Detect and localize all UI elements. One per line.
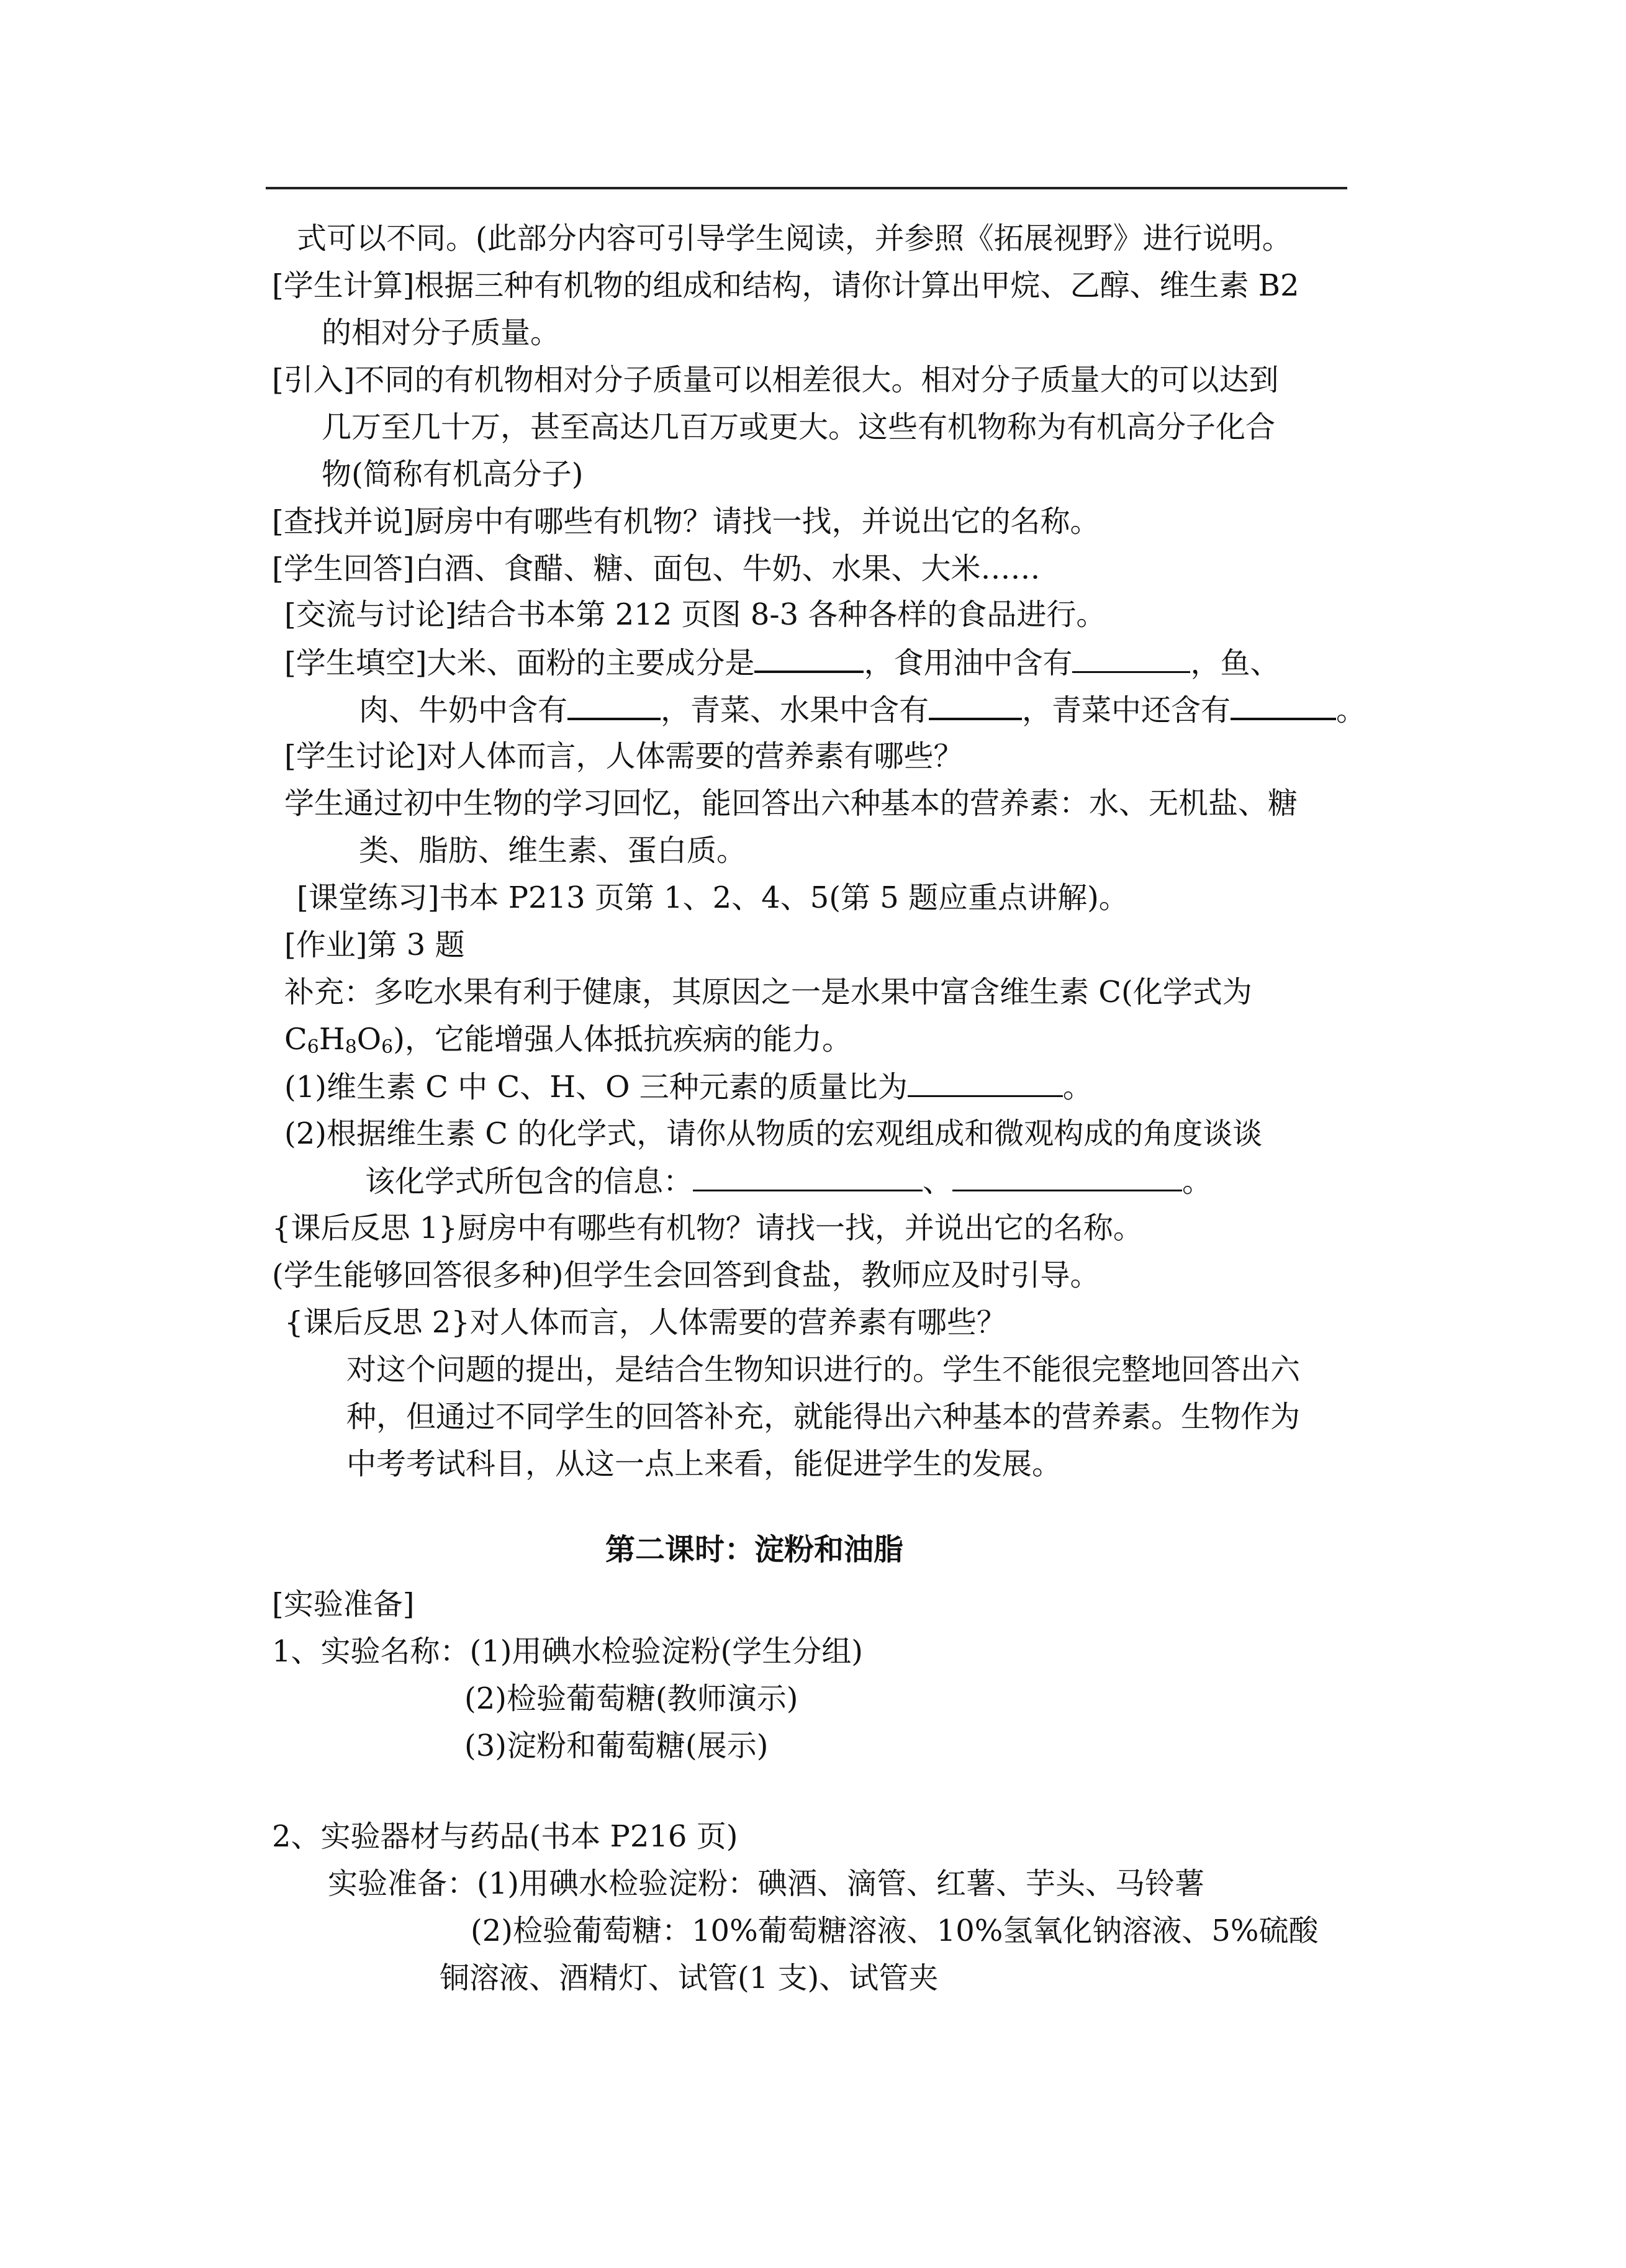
answer-blank[interactable] (952, 1162, 1182, 1191)
text-line: 物(简称有机高分子) (322, 457, 584, 492)
text-segment: ，青菜中还含有 (1022, 693, 1231, 728)
text-segment: 、 (923, 1164, 953, 1199)
fill-in-line (359, 690, 1366, 729)
formula-element: H (318, 1022, 345, 1057)
text-segment: 。 (1062, 1070, 1093, 1105)
answer-blank[interactable] (754, 643, 864, 673)
text-line: (学生能够回答很多种)但学生会回答到食盐，教师应及时引导。 (272, 1258, 1100, 1293)
text-line: 的相对分子质量。 (322, 315, 561, 350)
text-line: [学生回答]白酒、食醋、糖、面包、牛奶、水果、大米…… (272, 551, 1041, 586)
text-line: [作业]第 3 题 (284, 928, 465, 962)
text-line: 学生通过初中生物的学习回忆，能回答出六种基本的营养素：水、无机盐、糖 (284, 786, 1298, 821)
text-line: [查找并说]厨房中有哪些有机物？请找一找，并说出它的名称。 (272, 504, 1100, 539)
text-line: [实验准备] (272, 1587, 415, 1622)
answer-blank[interactable] (929, 690, 1022, 720)
answer-blank[interactable] (908, 1068, 1063, 1097)
text-segment: 。 (1336, 693, 1366, 728)
formula-element: O (356, 1022, 382, 1057)
text-line: [交流与讨论]结合书本第 212 页图 8-3 各种各样的食品进行。 (284, 597, 1106, 632)
text-line: (2)检验葡萄糖(教师演示) (464, 1681, 798, 1716)
text-line: 对这个问题的提出，是结合生物知识进行的。学生不能很完整地回答出六 (346, 1352, 1301, 1387)
formula-element: C (284, 1022, 307, 1057)
fill-in-line (365, 1162, 1212, 1200)
answer-blank[interactable] (693, 1162, 923, 1191)
text-segment: ，鱼、 (1190, 646, 1280, 680)
fill-in-line (284, 643, 1280, 682)
text-segment: 肉、牛奶中含有 (359, 693, 568, 728)
text-line: 几万至几十万，甚至高达几百万或更大。这些有机物称为有机高分子化合 (322, 410, 1276, 445)
text-line: 2、实验器材与药品(书本 P216 页) (272, 1819, 738, 1854)
text-segment: ，青菜、水果中含有 (661, 693, 929, 728)
text-segment: ，食用油中含有 (864, 646, 1073, 680)
text-line: 类、脂肪、维生素、蛋白质。 (359, 833, 747, 868)
text-segment: 。 (1182, 1164, 1213, 1199)
text-line: 式可以不同。(此部分内容可引导学生阅读，并参照《拓展视野》进行说明。 (297, 221, 1292, 256)
text-segment: )，它能增强人体抵抗疾病的能力。 (393, 1022, 852, 1057)
text-line: [课堂练习]书本 P213 页第 1、2、4、5(第 5 题应重点讲解)。 (297, 880, 1129, 915)
formula-subscript: 6 (307, 1036, 319, 1058)
text-line: 1、实验名称：(1)用碘水检验淀粉(学生分组) (272, 1634, 863, 1669)
header-rule (266, 187, 1347, 189)
text-line: (2)根据维生素 C 的化学式，请你从物质的宏观组成和微观构成的角度谈谈 (284, 1116, 1263, 1151)
fill-in-line (284, 1068, 1093, 1106)
text-line: 中考考试科目，从这一点上来看，能促进学生的发展。 (346, 1447, 1062, 1481)
text-segment: [学生填空]大米、面粉的主要成分是 (284, 646, 755, 680)
text-line: {课后反思 1}厨房中有哪些有机物？请找一找，并说出它的名称。 (272, 1211, 1143, 1245)
text-line: (2)检验葡萄糖：10%葡萄糖溶液、10%氢氧化钠溶液、5%硫酸 (471, 1913, 1319, 1948)
section-title: 第二课时：淀粉和油脂 (605, 1532, 904, 1567)
text-segment: 该化学式所包含的信息： (365, 1164, 693, 1199)
text-line: [学生讨论]对人体而言，人体需要的营养素有哪些？ (284, 739, 964, 774)
text-line: (3)淀粉和葡萄糖(展示) (464, 1728, 769, 1763)
answer-blank[interactable] (1072, 644, 1190, 673)
text-line: {课后反思 2}对人体而言，人体需要的营养素有哪些？ (284, 1305, 1006, 1340)
formula-subscript: 6 (381, 1036, 394, 1058)
text-line: 实验准备：(1)用碘水检验淀粉：碘酒、滴管、红薯、芋头、马铃薯 (328, 1866, 1204, 1901)
text-line: 铜溶液、酒精灯、试管(1 支)、试管夹 (440, 1961, 939, 1995)
text-line: [引入]不同的有机物相对分子质量可以相差很大。相对分子质量大的可以达到 (272, 363, 1279, 397)
text-segment: (1)维生素 C 中 C、H、O 三种元素的质量比为 (284, 1070, 908, 1105)
text-line: 补充：多吃水果有利于健康，其原因之一是水果中富含维生素 C(化学式为 (284, 975, 1252, 1010)
text-line: [学生计算]根据三种有机物的组成和结构，请你计算出甲烷、乙醇、维生素 B2 (272, 268, 1299, 303)
answer-blank[interactable] (1231, 690, 1336, 720)
formula-line (284, 1021, 852, 1058)
answer-blank[interactable] (567, 690, 661, 720)
text-line: 种，但通过不同学生的回答补充，就能得出六种基本的营养素。生物作为 (346, 1399, 1301, 1434)
formula-subscript: 8 (345, 1036, 357, 1058)
